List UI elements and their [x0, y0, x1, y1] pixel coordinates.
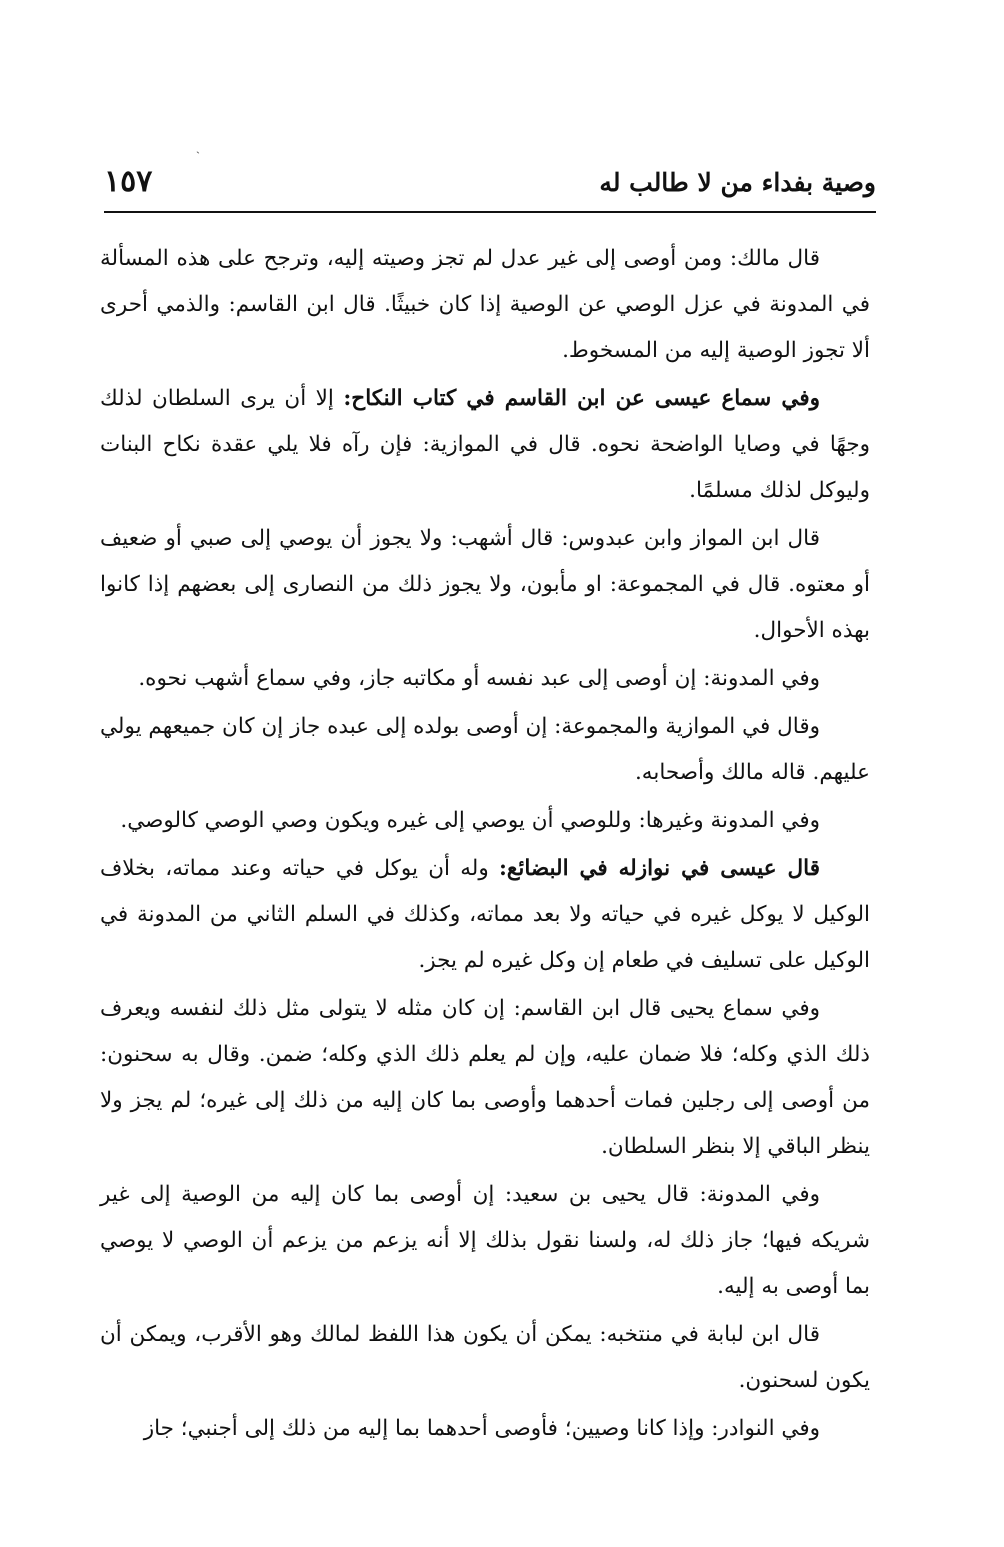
paragraph-text: إلا أن يرى السلطان لذلك وجهًا في وصايا الواضحة نحوه. قال في الموازية: فإن رآه فلا يلي عقدة نكاح البنات وليوكل لذلك مسلمًا. — [100, 386, 870, 503]
paragraph-text: وفي المدونة: قال يحيى بن سعيد: إن أوصى بما كان إليه من الوصية إلى غير شريكه فيها؛ جاز ذلك له، ولسنا نقول بذلك إلا أنه يزعم من يزعم أن الوصي لا يوصي بما أوصى به إليه. — [100, 1182, 870, 1299]
paragraph — [100, 798, 870, 844]
paragraph-text: قال مالك: ومن أوصى إلى غير عدل لم تجز وصيته إليه، وترجح على هذه المسألة في المدونة في عزل الوصي عن الوصية إذا كان خبيثًا. قال ابن القاسم: والذمي أحرى ألا تجوز الوصية إليه من المسخوط. — [100, 246, 870, 363]
running-title: وصية بفداء من لا طالب له — [599, 168, 876, 197]
page-header — [104, 162, 876, 212]
page-number: ١٥٧ — [104, 164, 153, 199]
paragraph-text: قال ابن لبابة في منتخبه: يمكن أن يكون هذا اللفظ لمالك وهو الأقرب، ويمكن أن يكون لسحنون. — [100, 1322, 870, 1393]
paragraph — [100, 236, 870, 374]
header-rule — [104, 211, 876, 213]
paragraph — [100, 1172, 870, 1310]
paragraph-lead: وفي سماع عيسى عن ابن القاسم في كتاب النكاح: — [343, 386, 820, 411]
paragraph-text: قال ابن المواز وابن عبدوس: قال أشهب: ولا يجوز أن يوصي إلى صبي أو ضعيف أو معتوه. قال في المجموعة: او مأبون، ولا يجوز ذلك من النصارى إلى بعضهم إذا كانوا بهذه الأحوال. — [100, 526, 870, 643]
paragraph-text: وقال في الموازية والمجموعة: إن أوصى بولده إلى عبده جاز إن كان جميعهم يولي عليهم. قاله مالك وأصحابه. — [100, 714, 870, 785]
paragraph — [100, 516, 870, 654]
scan-speck: ˏ — [196, 140, 200, 154]
paragraph — [100, 704, 870, 796]
paragraph-text: وفي سماع يحيى قال ابن القاسم: إن كان مثله لا يتولى مثل ذلك لنفسه ويعرف ذلك الذي وكله؛ فلا ضمان عليه، وإن لم يعلم ذلك الذي وكله؛ ضمن. وقال به سحنون: من أوصى إلى رجلين فمات أحدهما وأوصى بما كان إليه من ذلك إلى غيره؛ لم يجز ولا ينظر الباقي إلا بنظر السلطان. — [100, 996, 870, 1159]
paragraph-text: وفي المدونة وغيرها: وللوصي أن يوصي إلى غيره ويكون وصي الوصي كالوصي. — [120, 808, 820, 833]
paragraph — [100, 846, 870, 984]
paragraph-lead: قال عيسى في نوازله في البضائع: — [499, 856, 820, 881]
paragraph — [100, 1406, 870, 1452]
body-text — [100, 236, 870, 1454]
paragraph — [100, 1312, 870, 1404]
paragraph — [100, 656, 870, 702]
paragraph-text: وفي النوادر: وإذا كانا وصيين؛ فأوصى أحدهما بما إليه من ذلك إلى أجنبي؛ جاز — [143, 1416, 820, 1441]
paragraph-text: وفي المدونة: إن أوصى إلى عبد نفسه أو مكاتبه جاز، وفي سماع أشهب نحوه. — [138, 666, 820, 691]
paragraph — [100, 986, 870, 1170]
paragraph-text: وله أن يوكل في حياته وعند مماته، بخلاف الوكيل لا يوكل غيره في حياته ولا بعد مماته، وكذلك في السلم الثاني من المدونة في الوكيل على تسليف في طعام إن وكل غيره لم يجز. — [100, 856, 870, 973]
paragraph — [100, 376, 870, 514]
